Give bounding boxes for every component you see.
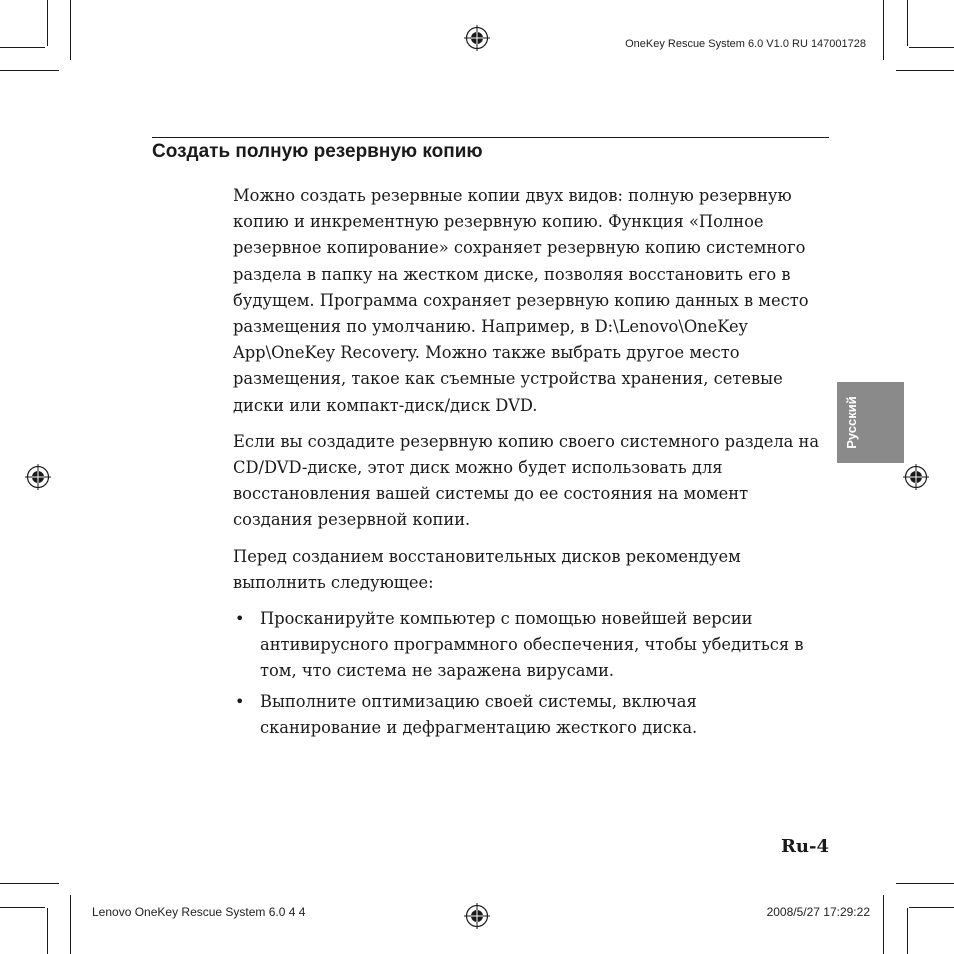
registration-mark-icon	[25, 464, 51, 490]
paragraph: Если вы создадите резервную копию своего системного раздела на CD/DVD-диске, этот диск можно будет использовать для восстановления вашей системы до ее состояния на момент создания резервной копии.	[233, 431, 820, 530]
crop-mark	[883, 0, 884, 60]
crop-mark	[47, 0, 48, 46]
language-tab-label: Русский	[843, 396, 859, 449]
paragraph: Можно создать резервные копии двух видов: полную резервную копию и инкрементную резервную копию. Функция «Полное резервное копирование» сохраняет резервную копию системного раздела в папку на жестком диске, позволяя восстановить его в будущем. Программа сохраняет резервную копию данных в место размещения по умолчанию. Например, в D:\Lenovo\OneKey App\OneKey Recovery. Можно также выбрать другое место размещения, такое как съемные устройства хранения, сетевые диски или компакт-диск/диск DVD.	[233, 186, 809, 415]
list-item-text: Выполните оптимизацию своей системы, включая сканирование и дефрагментацию жесткого диска.	[260, 691, 698, 737]
bullet-list	[233, 606, 823, 741]
paragraph: Перед созданием восстановительных дисков рекомендуем выполнить следующее:	[233, 546, 741, 592]
crop-mark	[909, 907, 954, 908]
crop-mark	[896, 70, 954, 71]
footer-file-info: Lenovo OneKey Rescue System 6.0 4 4	[92, 905, 306, 919]
crop-mark	[0, 907, 45, 908]
crop-mark	[0, 47, 45, 48]
registration-mark-icon	[903, 464, 929, 490]
bullet-icon: •	[235, 691, 245, 711]
crop-mark	[883, 895, 884, 954]
section-title: Создать полную резервную копию	[152, 141, 483, 162]
crop-mark	[0, 70, 59, 71]
body-content	[233, 183, 823, 745]
list-item	[233, 606, 823, 685]
page-number: Ru-4	[780, 836, 829, 857]
language-tab-label-wrap	[839, 382, 863, 463]
crop-mark	[896, 883, 954, 884]
crop-mark	[47, 908, 48, 954]
document-id: OneKey Rescue System 6.0 V1.0 RU 147001728	[625, 38, 866, 50]
crop-mark	[70, 895, 71, 954]
bullet-icon: •	[235, 609, 245, 629]
crop-mark	[70, 0, 71, 60]
list-item-text: Просканируйте компьютер с помощью новейшей версии антивирусного программного обеспечения, чтобы убедиться в том, что система не заражена вирусами.	[260, 609, 804, 681]
registration-mark-icon	[464, 25, 490, 51]
crop-mark	[907, 908, 908, 954]
registration-mark-icon	[464, 903, 490, 929]
heading-rule	[152, 137, 829, 138]
crop-mark	[907, 0, 908, 46]
list-item	[233, 689, 823, 741]
crop-mark	[0, 883, 59, 884]
footer-timestamp: 2008/5/27 17:29:22	[766, 905, 870, 919]
crop-mark	[909, 47, 954, 48]
